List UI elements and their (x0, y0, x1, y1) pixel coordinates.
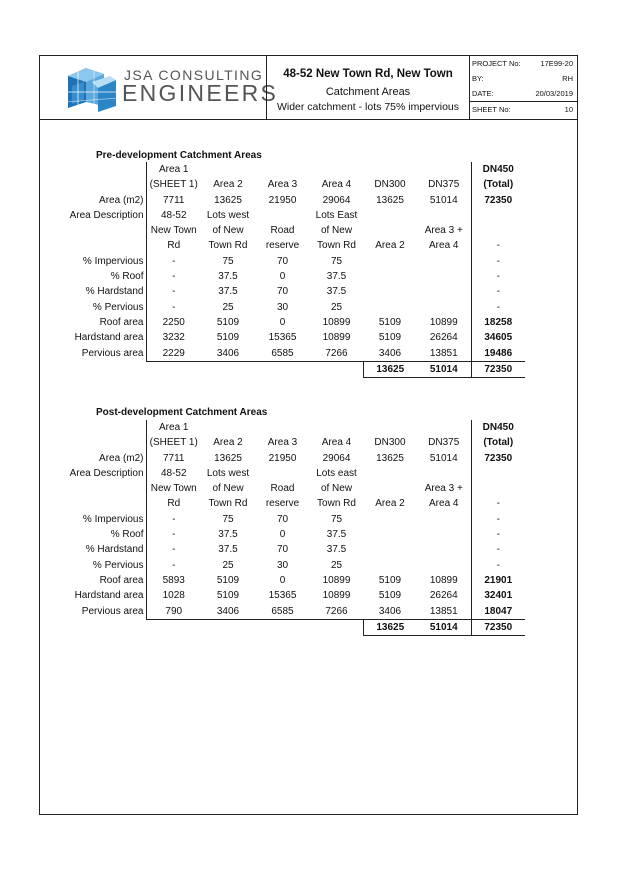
row-label: Roof area (65, 315, 146, 330)
table-cell: - (496, 498, 500, 510)
title-block (40, 56, 577, 120)
column-header (417, 420, 471, 435)
totals-row (65, 619, 525, 635)
row-label: % Pervious (65, 558, 146, 573)
table-row (65, 284, 525, 299)
table-cell: 0 (279, 529, 286, 541)
table-row (65, 208, 525, 223)
empty-cell (65, 361, 146, 377)
column-header: DN375 (417, 177, 471, 192)
logo-cube-icon (62, 62, 120, 114)
table-cell: 70 (276, 513, 289, 525)
table-row (65, 604, 525, 620)
row-label: % Impervious (65, 512, 146, 527)
table-cell: 13625 (376, 452, 404, 464)
table-cell: 25 (330, 301, 343, 313)
row-label: Area Description (65, 466, 146, 481)
column-header: Area 1 (159, 422, 189, 433)
row-label-empty (65, 162, 146, 177)
table-cell: 0 (279, 574, 286, 586)
table-cell: 18258 (484, 316, 513, 328)
table-cell (471, 466, 525, 481)
table-cell: 51014 (417, 451, 471, 466)
row-label: Area (m2) (65, 451, 146, 466)
date-label: DATE: (472, 89, 494, 98)
column-header: DN300 (374, 179, 406, 191)
empty-cell (310, 361, 363, 377)
table-cell: New Town (150, 483, 197, 495)
table-cell: 5109 (378, 316, 402, 328)
table-row (65, 481, 525, 496)
table-cell: - (496, 529, 500, 541)
header-row (65, 420, 525, 435)
sheet-number-value: 10 (564, 105, 573, 114)
table-cell: New Town (150, 225, 197, 237)
table-cell: 30 (276, 301, 289, 313)
table-cell: 3406 (363, 604, 417, 620)
column-header: DN375 (417, 435, 471, 450)
table-row (65, 315, 525, 330)
column-header: DN300 (374, 437, 406, 449)
by-label: BY: (472, 74, 484, 83)
table-cell: 7711 (162, 452, 185, 464)
table-cell: 26264 (417, 588, 471, 603)
row-label-empty (65, 435, 146, 450)
table-cell (471, 208, 525, 223)
column-header (363, 162, 417, 177)
table-cell (363, 269, 417, 284)
table-cell: 5109 (378, 574, 402, 586)
table-cell: 21901 (484, 574, 513, 586)
table-row (65, 238, 525, 253)
table-cell: of New (212, 483, 244, 495)
table-cell: 48-52 (160, 209, 187, 221)
table-row (65, 527, 525, 542)
table-cell (255, 208, 310, 223)
table-cell: 10899 (322, 332, 351, 344)
table-cell: 7266 (310, 604, 363, 620)
table-row (65, 223, 525, 238)
project-info (470, 56, 577, 119)
table-cell: 5893 (162, 574, 185, 586)
pre-development-title: Pre-development Catchment Areas (96, 150, 262, 161)
table-cell: 37.5 (218, 271, 238, 283)
column-header: (Total) (483, 437, 514, 449)
table-cell: Lots west (206, 209, 250, 221)
row-label: Area (m2) (65, 193, 146, 208)
table-cell: reserve (265, 498, 300, 510)
table-cell: Area 3 + (417, 223, 471, 238)
row-label (65, 481, 146, 496)
table-cell: 5109 (216, 316, 240, 328)
table-cell: 2229 (146, 346, 201, 362)
table-cell: Rd (167, 498, 181, 510)
empty-cell (65, 619, 146, 635)
table-cell: 0 (279, 316, 286, 328)
column-header: (Total) (483, 179, 514, 191)
table-cell (417, 527, 471, 542)
row-label: % Hardstand (65, 542, 146, 557)
table-cell: 13851 (417, 604, 471, 620)
table-cell: Lots East (315, 209, 358, 221)
table-cell: Town Rd (208, 240, 248, 252)
table-cell: 29064 (322, 452, 351, 464)
table-cell: 32401 (484, 590, 513, 602)
table-cell (363, 558, 417, 573)
project-title-box (266, 56, 470, 119)
table-cell: - (496, 513, 500, 525)
table-row (65, 558, 525, 573)
table-cell: 5109 (216, 332, 240, 344)
drawing-title: Catchment Areas (325, 86, 411, 98)
table-cell: - (172, 286, 176, 298)
table-cell: 10899 (417, 315, 471, 330)
column-header (255, 162, 310, 177)
table-cell: Area 2 (375, 240, 405, 252)
table-cell: 7266 (310, 346, 363, 362)
date-row (470, 86, 577, 101)
table-cell: 72350 (484, 194, 513, 206)
table-cell: - (172, 271, 176, 283)
table-cell: 13625 (376, 194, 404, 206)
table-cell: 25 (330, 559, 343, 571)
table-cell: 37.5 (218, 544, 238, 556)
table-cell: 5109 (378, 590, 402, 602)
table-cell: 3406 (201, 604, 255, 620)
table-cell: Lots west (206, 467, 250, 479)
table-cell: 6585 (255, 604, 310, 620)
table-cell: 790 (146, 604, 201, 620)
table-row (65, 512, 525, 527)
table-cell: 70 (276, 255, 289, 267)
table-cell: Area 4 (417, 238, 471, 253)
sheet-number-row (470, 101, 577, 119)
table-row (65, 542, 525, 557)
table-cell: Area 2 (375, 498, 405, 510)
table-cell: reserve (265, 240, 300, 252)
table-cell: Rd (167, 240, 181, 252)
header-row (65, 177, 525, 192)
table-cell: Town Rd (317, 240, 356, 252)
table-row (65, 346, 525, 362)
table-cell: 48-52 (160, 467, 187, 479)
table-cell (417, 466, 471, 481)
column-header (417, 162, 471, 177)
row-label: Area Description (65, 208, 146, 223)
by-value: RH (562, 74, 573, 83)
table-cell: Lots east (316, 467, 357, 479)
table-cell: 19486 (471, 346, 525, 362)
column-header: (SHEET 1) (149, 437, 198, 449)
table-cell (417, 269, 471, 284)
empty-cell (201, 361, 255, 377)
table-cell (363, 466, 417, 481)
table-cell: 2250 (162, 316, 185, 328)
logo-text-bottom: ENGINEERS (122, 80, 279, 106)
column-header (255, 420, 310, 435)
table-cell: 3406 (201, 346, 255, 362)
sheet-number-label: SHEET No: (472, 105, 511, 114)
table-cell: 37.5 (326, 544, 347, 556)
total-cell: 51014 (417, 619, 471, 635)
header-row (65, 162, 525, 177)
table-cell: 72350 (484, 452, 513, 464)
column-header: Area 3 (267, 437, 298, 449)
table-cell (363, 223, 417, 238)
table-cell: 75 (222, 513, 234, 525)
row-label: % Hardstand (65, 284, 146, 299)
row-label: % Impervious (65, 254, 146, 269)
row-label: Roof area (65, 573, 146, 588)
table-cell: 21950 (268, 452, 297, 464)
project-address: 48-52 New Town Rd, New Town (283, 68, 453, 80)
table-cell: 25 (222, 301, 234, 313)
table-cell: 10899 (322, 574, 351, 586)
table-cell: of New (320, 483, 353, 495)
empty-cell (255, 619, 310, 635)
column-header (310, 162, 363, 177)
table-cell (417, 542, 471, 557)
row-label: Hardstand area (65, 330, 146, 345)
table-cell: 5109 (216, 574, 240, 586)
row-label: % Roof (65, 527, 146, 542)
column-header: (SHEET 1) (149, 179, 198, 191)
table-cell: - (172, 529, 176, 541)
table-cell: 6585 (255, 346, 310, 362)
by-row (470, 71, 577, 86)
table-cell: 10899 (417, 573, 471, 588)
table-cell (417, 558, 471, 573)
table-cell: 30 (276, 559, 289, 571)
table-cell (363, 254, 417, 269)
column-header: Area 4 (321, 179, 352, 191)
row-label: % Pervious (65, 300, 146, 315)
table-cell: of New (320, 225, 353, 237)
table-row (65, 466, 525, 481)
table-cell: 0 (279, 271, 286, 283)
row-label-empty (65, 420, 146, 435)
table-cell: Road (270, 225, 295, 237)
table-cell: - (172, 559, 176, 571)
table-cell: 70 (276, 286, 289, 298)
table-cell: - (496, 544, 500, 556)
table-cell (363, 284, 417, 299)
table-cell: Town Rd (208, 498, 248, 510)
totals-row (65, 361, 525, 377)
row-label: Pervious area (65, 346, 146, 362)
table-cell: 1028 (162, 590, 185, 602)
table-cell: - (172, 513, 176, 525)
table-cell: 37.5 (218, 286, 238, 298)
total-cell: 13625 (363, 361, 417, 377)
date-value: 20/03/2019 (535, 89, 573, 98)
header-row (65, 435, 525, 450)
drawing-subtitle: Wider catchment - lots 75% impervious (276, 101, 460, 113)
logo-text-top: JSA CONSULTING (124, 67, 264, 83)
table-cell: 3406 (363, 346, 417, 362)
table-cell: of New (212, 225, 244, 237)
table-cell: 34605 (484, 332, 513, 344)
table-cell: 51014 (417, 193, 471, 208)
project-number-row (470, 56, 577, 71)
table-row (65, 573, 525, 588)
column-header (201, 162, 255, 177)
table-cell: 10899 (322, 590, 351, 602)
table-cell: 25 (222, 559, 234, 571)
table-cell: 18047 (471, 604, 525, 620)
table-cell: 13625 (214, 194, 242, 206)
table-cell: 3232 (162, 332, 185, 344)
empty-cell (201, 619, 255, 635)
table-row (65, 269, 525, 284)
table-cell: 15365 (268, 332, 297, 344)
table-cell: - (496, 286, 500, 298)
column-header: Area 3 (267, 179, 298, 191)
column-header: Area 2 (213, 179, 243, 191)
table-cell (471, 481, 525, 496)
column-header: Area 1 (159, 164, 189, 175)
empty-cell (255, 361, 310, 377)
table-cell (363, 512, 417, 527)
table-cell: - (496, 559, 500, 571)
table-cell: 75 (330, 255, 343, 267)
table-cell (363, 481, 417, 496)
column-header: Area 2 (213, 437, 243, 449)
table-row (65, 330, 525, 345)
table-cell (255, 466, 310, 481)
table-cell: - (496, 255, 500, 267)
table-cell: 13625 (214, 452, 242, 464)
table-cell: 5109 (216, 590, 240, 602)
table-cell: 13851 (417, 346, 471, 362)
row-label: Hardstand area (65, 588, 146, 603)
table-cell: 75 (222, 255, 234, 267)
company-logo (40, 56, 279, 119)
table-cell (417, 284, 471, 299)
project-number-label: PROJECT No: (472, 59, 521, 68)
table-cell: 26264 (417, 330, 471, 345)
table-cell: 21950 (268, 194, 297, 206)
table-cell: 7711 (162, 194, 185, 206)
total-cell: 13625 (363, 619, 417, 635)
table-row (65, 300, 525, 315)
table-cell (417, 208, 471, 223)
table-cell (363, 542, 417, 557)
table-cell (363, 527, 417, 542)
row-label (65, 238, 146, 253)
row-label: Pervious area (65, 604, 146, 620)
table-row (65, 496, 525, 511)
column-header (310, 420, 363, 435)
empty-cell (310, 619, 363, 635)
column-header (201, 420, 255, 435)
table-cell (471, 223, 525, 238)
table-cell: - (496, 301, 500, 313)
row-label: % Roof (65, 269, 146, 284)
table-cell: 75 (330, 513, 343, 525)
table-cell: - (172, 301, 176, 313)
table-cell (363, 300, 417, 315)
table-cell: 5109 (378, 332, 402, 344)
table-cell: Area 3 + (417, 481, 471, 496)
table-cell: - (172, 255, 176, 267)
post-development-title: Post-development Catchment Areas (96, 407, 268, 418)
project-number-value: 17E99-20 (540, 59, 573, 68)
row-label (65, 496, 146, 511)
table-cell (363, 208, 417, 223)
table-row (65, 451, 525, 466)
table-cell: Road (270, 483, 295, 495)
table-cell: - (172, 544, 176, 556)
row-label (65, 223, 146, 238)
table-cell: 70 (276, 544, 289, 556)
table-cell: 37.5 (218, 529, 238, 541)
post-development-table (65, 420, 525, 636)
column-header: DN450 (482, 422, 514, 433)
table-cell: - (496, 271, 500, 283)
row-label-empty (65, 177, 146, 192)
column-header: Area 4 (321, 437, 352, 449)
table-cell: Town Rd (317, 498, 356, 510)
table-cell: 37.5 (326, 286, 347, 298)
table-cell: Area 4 (417, 496, 471, 511)
table-cell: 15365 (268, 590, 297, 602)
table-cell: - (496, 240, 500, 252)
table-cell: 10899 (322, 316, 351, 328)
total-cell: 72350 (471, 619, 525, 635)
empty-cell (146, 619, 201, 635)
table-cell (417, 512, 471, 527)
column-header (363, 420, 417, 435)
total-cell: 72350 (471, 361, 525, 377)
table-cell: 29064 (322, 194, 351, 206)
table-row (65, 588, 525, 603)
table-row (65, 193, 525, 208)
pre-development-table (65, 162, 525, 378)
table-cell: 37.5 (326, 529, 347, 541)
table-cell (417, 254, 471, 269)
table-cell: 37.5 (326, 271, 347, 283)
total-cell: 51014 (417, 361, 471, 377)
table-cell (417, 300, 471, 315)
empty-cell (146, 361, 201, 377)
table-row (65, 254, 525, 269)
column-header: DN450 (482, 164, 514, 175)
